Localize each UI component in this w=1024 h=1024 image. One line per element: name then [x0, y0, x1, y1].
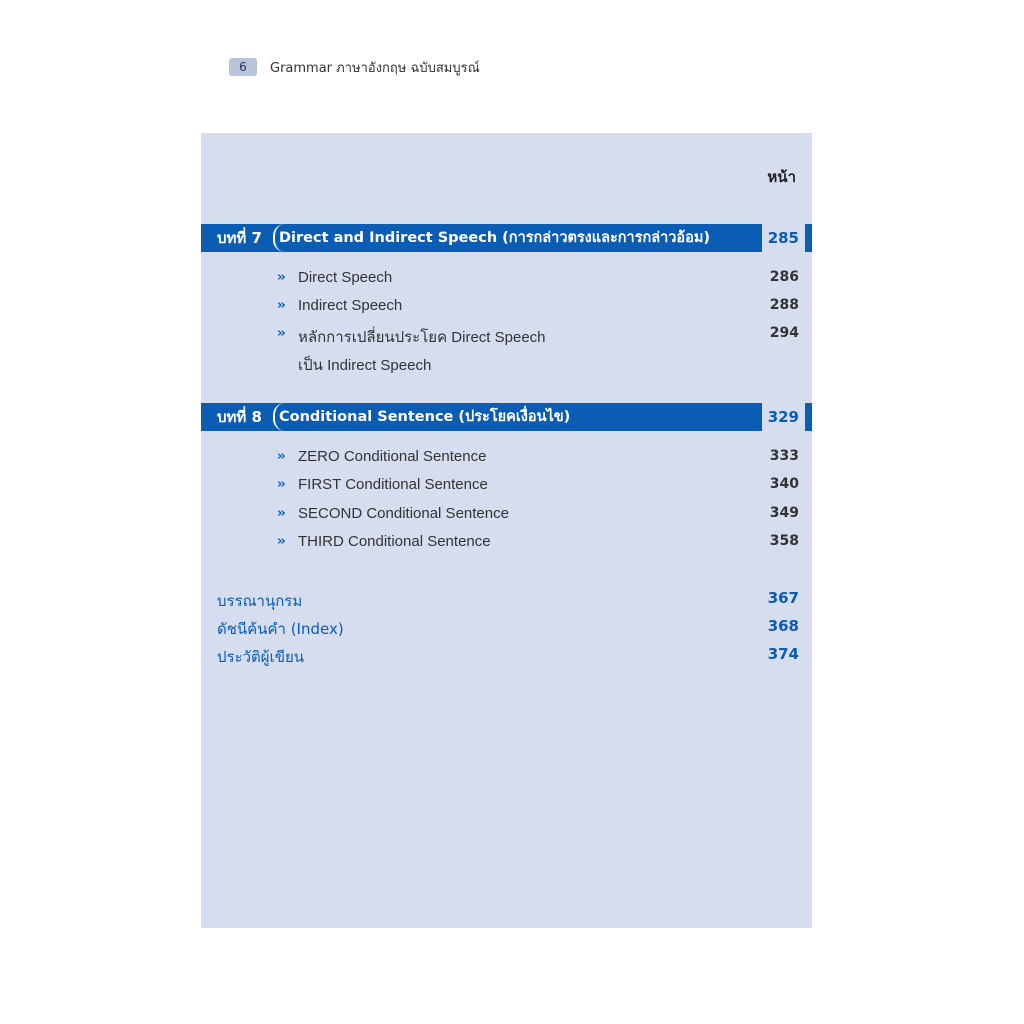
toc-entry[interactable] — [277, 533, 799, 553]
chevron-right-icon: ›› — [277, 449, 284, 464]
toc-entry[interactable] — [277, 325, 799, 345]
chevron-right-icon: ›› — [277, 506, 284, 521]
toc-entry[interactable] — [277, 269, 799, 289]
entry-page: 358 — [769, 533, 799, 549]
entry-page: 294 — [769, 325, 799, 341]
chevron-right-icon: ›› — [277, 477, 284, 492]
back-matter-entry[interactable] — [217, 617, 799, 639]
chapter-bar-tab — [805, 403, 812, 431]
chapter-bar-tab — [805, 224, 812, 252]
panel-bottom-edge — [201, 925, 812, 931]
contents-panel — [201, 133, 812, 928]
chevron-right-icon: ›› — [277, 298, 284, 313]
toc-entry[interactable] — [277, 505, 799, 525]
entry-title: ดัชนีค้นคำ (Index) — [217, 620, 344, 638]
book-title: Grammar ภาษาอังกฤษ ฉบับสมบูรณ์ — [270, 60, 480, 76]
toc-entry[interactable] — [277, 476, 799, 496]
chapter-page: 285 — [767, 229, 799, 247]
entry-page: 367 — [767, 589, 799, 607]
entry-title: ZERO Conditional Sentence — [298, 448, 487, 465]
entry-page: 333 — [769, 448, 799, 464]
chapter-number: บทที่ 8 — [217, 408, 262, 426]
chevron-right-icon: ›› — [277, 326, 284, 341]
entry-page: 368 — [767, 617, 799, 635]
chapter-title: Conditional Sentence (ประโยคเงื่อนไข) — [279, 409, 571, 425]
entry-title: ประวัติผู้เขียน — [217, 648, 305, 666]
entry-title: Direct Speech — [298, 269, 393, 286]
chapter-number: บทที่ 7 — [217, 229, 262, 247]
entry-title: FIRST Conditional Sentence — [298, 476, 488, 493]
entry-page: 349 — [769, 505, 799, 521]
toc-entry[interactable] — [277, 448, 799, 468]
entry-title-continuation: เป็น Indirect Speech — [298, 357, 432, 374]
toc-entry[interactable] — [277, 297, 799, 317]
entry-page: 340 — [769, 476, 799, 492]
chevron-right-icon: ›› — [277, 534, 284, 549]
chevron-right-icon: ›› — [277, 270, 284, 285]
back-matter-entry[interactable] — [217, 589, 799, 611]
chapter-8-heading[interactable] — [201, 403, 812, 431]
page-column-label: หน้า — [767, 168, 796, 186]
page-number-badge: 6 — [229, 58, 257, 76]
entry-title: หลักการเปลี่ยนประโยค Direct Speech — [298, 329, 546, 346]
chapter-title: Direct and Indirect Speech (การกล่าวตรงและการกล่าวอ้อม) — [279, 230, 711, 246]
chapter-page: 329 — [767, 408, 799, 426]
entry-page: 288 — [769, 297, 799, 313]
entry-title: บรรณานุกรม — [217, 592, 303, 610]
entry-page: 286 — [769, 269, 799, 285]
chapter-7-heading[interactable] — [201, 224, 812, 252]
entry-title: THIRD Conditional Sentence — [298, 533, 491, 550]
back-matter-entry[interactable] — [217, 645, 799, 667]
page-header — [229, 57, 480, 77]
entry-title: SECOND Conditional Sentence — [298, 505, 509, 522]
entry-page: 374 — [767, 645, 799, 663]
entry-title: Indirect Speech — [298, 297, 403, 314]
